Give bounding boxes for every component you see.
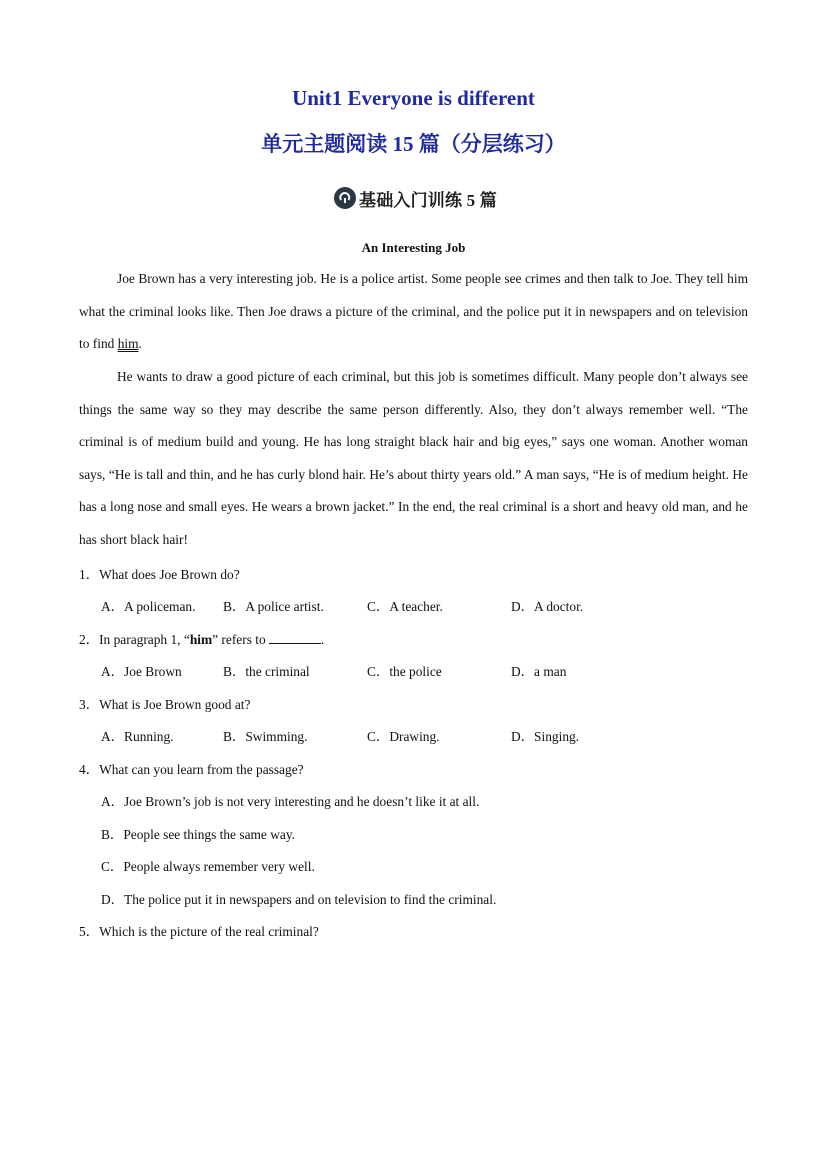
circle-arrow-icon: [334, 187, 356, 209]
section-badge-label: 基础入门训练 5 篇: [359, 190, 497, 210]
question-text: Which is the picture of the real criminal?: [99, 924, 319, 939]
paragraph-1-end: .: [138, 336, 142, 351]
option-a: A．Running.: [101, 729, 174, 744]
option-b: B．A police artist.: [223, 599, 324, 614]
question-5: [79, 921, 319, 940]
paragraph-1: [79, 263, 748, 361]
option-b: B．the criminal: [223, 664, 310, 679]
question-text: What can you learn from the passage?: [99, 762, 304, 777]
question-2: [79, 629, 324, 648]
question-number: 2．: [79, 632, 100, 647]
option-c: C．Drawing.: [367, 729, 440, 744]
option-a: A．A policeman.: [101, 599, 196, 614]
question-text-end: .: [321, 632, 325, 647]
option-c: C．the police: [367, 664, 442, 679]
question-text-before: In paragraph 1, “: [99, 632, 190, 647]
question-1: [79, 564, 240, 583]
question-3: [79, 694, 250, 713]
question-text-after: ” refers to: [212, 632, 266, 647]
option-b: B．Swimming.: [223, 729, 308, 744]
question-bold-word: him: [189, 632, 213, 647]
paragraph-1-text: Joe Brown has a very interesting job. He is a police artist. Some people see crimes and then talk to Joe. They tell him what the criminal looks like. Then Joe draws a picture of the criminal, and the police put it in newspapers and on television to find: [79, 271, 748, 351]
option-c: C．People always remember very well.: [101, 859, 315, 874]
paragraph-2-text: He wants to draw a good picture of each criminal, but this job is sometimes difficult. Many people don’t always see things the same way so they may describe the same person differently. Also, they don’t always remember well. “The criminal is of medium build and young. He has long straight black hair and big eyes,” says one woman. Another woman says, “He is tall and thin, and he has curly blond hair. He’s about thirty years old.” A man says, “He is of medium height. He has a long nose and small eyes. He wears a brown jacket.” In the end, the real criminal is a short and heavy old man, and he has short black hair!: [79, 369, 748, 547]
option-b: B．People see things the same way.: [101, 827, 296, 842]
unit-subtitle: 单元主题阅读 15 篇（分层练习）: [261, 132, 566, 156]
question-number: 1．: [79, 567, 100, 582]
article-title: An Interesting Job: [361, 240, 466, 255]
paragraph-2: [79, 361, 748, 556]
question-text: What does Joe Brown do?: [99, 567, 240, 582]
option-a: A．Joe Brown’s job is not very interesting and he doesn’t like it at all.: [101, 794, 480, 809]
option-d: D．Singing.: [511, 729, 580, 744]
option-c: C．A teacher.: [367, 599, 443, 614]
question-4: [79, 759, 304, 778]
option-d: D．A doctor.: [511, 599, 584, 614]
answer-blank: [269, 631, 321, 644]
question-text: What is Joe Brown good at?: [99, 697, 251, 712]
option-a: A．Joe Brown: [101, 664, 182, 679]
section-badge: [334, 184, 497, 212]
question-number: 4．: [79, 762, 100, 777]
unit-title: Unit1 Everyone is different: [292, 86, 535, 110]
him-underlined-word: him: [117, 336, 139, 351]
question-number: 3．: [79, 697, 100, 712]
question-number: 5．: [79, 924, 100, 939]
option-d: D．a man: [511, 664, 567, 679]
option-d: D．The police put it in newspapers and on television to find the criminal.: [101, 892, 497, 907]
